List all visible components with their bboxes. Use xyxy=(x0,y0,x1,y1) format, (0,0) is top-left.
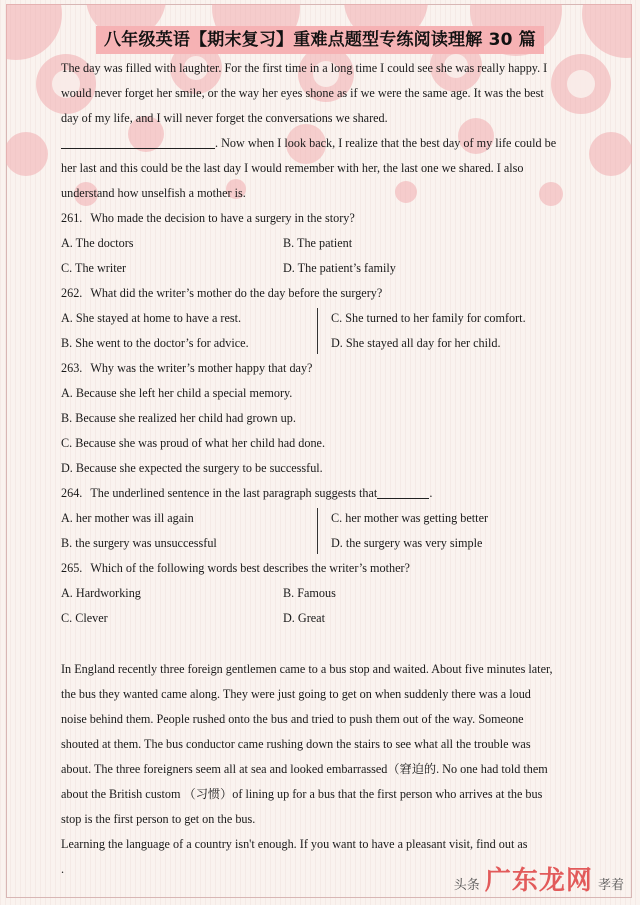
passage1-line: understand how unselfish a mother is. xyxy=(61,186,246,200)
option-b[interactable]: B. The patient xyxy=(283,236,353,250)
watermark-prefix: 头条 xyxy=(453,878,480,893)
option-d[interactable]: D. The patient’s family xyxy=(283,261,396,275)
passage1-line: would never forget her smile, or the way her eyes shone as if we were the same age. It was the best xyxy=(61,86,544,100)
underline-blank xyxy=(61,135,215,149)
answer-blank xyxy=(377,485,429,499)
passage1-line: . Now when I look back, I realize that the best day of my life could be xyxy=(215,136,557,150)
option-a[interactable]: A. The doctors xyxy=(61,236,134,250)
watermark-suffix: 孝着 xyxy=(597,878,624,893)
option-row xyxy=(61,606,581,631)
option-a[interactable]: A. Because she left her child a special memory. xyxy=(61,386,293,400)
passage2-line: stop is the first person to get on the bus. xyxy=(61,812,256,826)
passage2-line: . xyxy=(61,862,65,876)
watermark-brand: 广东龙网 xyxy=(484,866,593,896)
passage1-line: The day was filled with laughter. For the first time in a long time I could see she was really happy. I xyxy=(61,61,548,75)
option-d[interactable]: D. Because she expected the surgery to be successful. xyxy=(61,461,323,475)
question-261 xyxy=(61,206,581,231)
option-a[interactable]: A. her mother was ill again xyxy=(61,511,194,525)
question-number: 263. xyxy=(61,361,83,375)
question-number: 261. xyxy=(61,211,83,225)
question-text: The underlined sentence in the last paragraph suggests that xyxy=(90,486,378,500)
option-c[interactable]: C. her mother was getting better xyxy=(331,511,489,525)
option-b[interactable]: B. Because she realized her child had grown up. xyxy=(61,411,296,425)
option-d[interactable]: D. She stayed all day for her child. xyxy=(331,336,501,350)
reading-content xyxy=(61,56,581,882)
passage2-line: In England recently three foreign gentlemen came to a bus stop and waited. About five minutes later, xyxy=(61,662,553,676)
option-c[interactable]: C. The writer xyxy=(61,261,127,275)
passage1-line: her last and this could be the last day I would remember with her, the last one we shared. I also xyxy=(61,161,524,175)
watermark xyxy=(454,860,624,897)
page-title: 八年级英语【期末复习】重难点题型专练阅读理解 30 篇 xyxy=(96,26,544,54)
question-number: 265. xyxy=(61,561,83,575)
question-text: What did the writer’s mother do the day before the surgery? xyxy=(90,286,383,300)
option-row xyxy=(61,331,581,356)
option-c[interactable]: C. She turned to her family for comfort. xyxy=(331,311,526,325)
passage2-line: noise behind them. People rushed onto the bus and tried to push them out of the way. Someone xyxy=(61,712,524,726)
passage1-line: day of my life, and I will never forget the conversations we shared. xyxy=(61,111,388,125)
question-number: 264. xyxy=(61,486,83,500)
option-row xyxy=(61,506,581,531)
option-row xyxy=(61,231,581,256)
option-d[interactable]: D. the surgery was very simple xyxy=(331,536,483,550)
option-a[interactable]: A. She stayed at home to have a rest. xyxy=(61,311,242,325)
passage2-line: about. The three foreigners seem all at sea and looked embarrassed（窘迫的. No one had told them xyxy=(61,762,548,776)
option-row xyxy=(61,581,581,606)
option-row xyxy=(61,306,581,331)
options-table xyxy=(61,506,581,556)
passage2-line: about the British custom （习惯）of lining up for a bus that the first person who arrives at the bus xyxy=(61,787,543,801)
option-c[interactable]: C. Clever xyxy=(61,611,108,625)
option-row xyxy=(61,256,581,281)
question-263 xyxy=(61,356,581,381)
question-text: Which of the following words best describes the writer’s mother? xyxy=(90,561,410,575)
question-text: Why was the writer’s mother happy that day? xyxy=(90,361,313,375)
option-b[interactable]: B. Famous xyxy=(283,586,336,600)
question-265 xyxy=(61,556,581,581)
option-c[interactable]: C. Because she was proud of what her child had done. xyxy=(61,436,325,450)
passage2-line: Learning the language of a country isn't enough. If you want to have a pleasant visit, find out as xyxy=(61,837,528,851)
question-number: 262. xyxy=(61,286,83,300)
option-b[interactable]: B. the surgery was unsuccessful xyxy=(61,536,217,550)
passage2-line: the bus they wanted came along. They were just going to get on when suddenly there was a loud xyxy=(61,687,531,701)
question-text: Who made the decision to have a surgery in the story? xyxy=(90,211,355,225)
options-table xyxy=(61,306,581,356)
question-264: 264. The underlined sentence in the last paragraph suggests that . xyxy=(61,486,433,500)
question-262 xyxy=(61,281,581,306)
passage1-underlined-line xyxy=(61,131,581,156)
option-d[interactable]: D. Great xyxy=(283,611,325,625)
option-row xyxy=(61,531,581,556)
passage2-line: shouted at them. The bus conductor came rushing down the stairs to see what all the trouble was xyxy=(61,737,531,751)
option-a[interactable]: A. Hardworking xyxy=(61,586,141,600)
option-b[interactable]: B. She went to the doctor’s for advice. xyxy=(61,336,249,350)
